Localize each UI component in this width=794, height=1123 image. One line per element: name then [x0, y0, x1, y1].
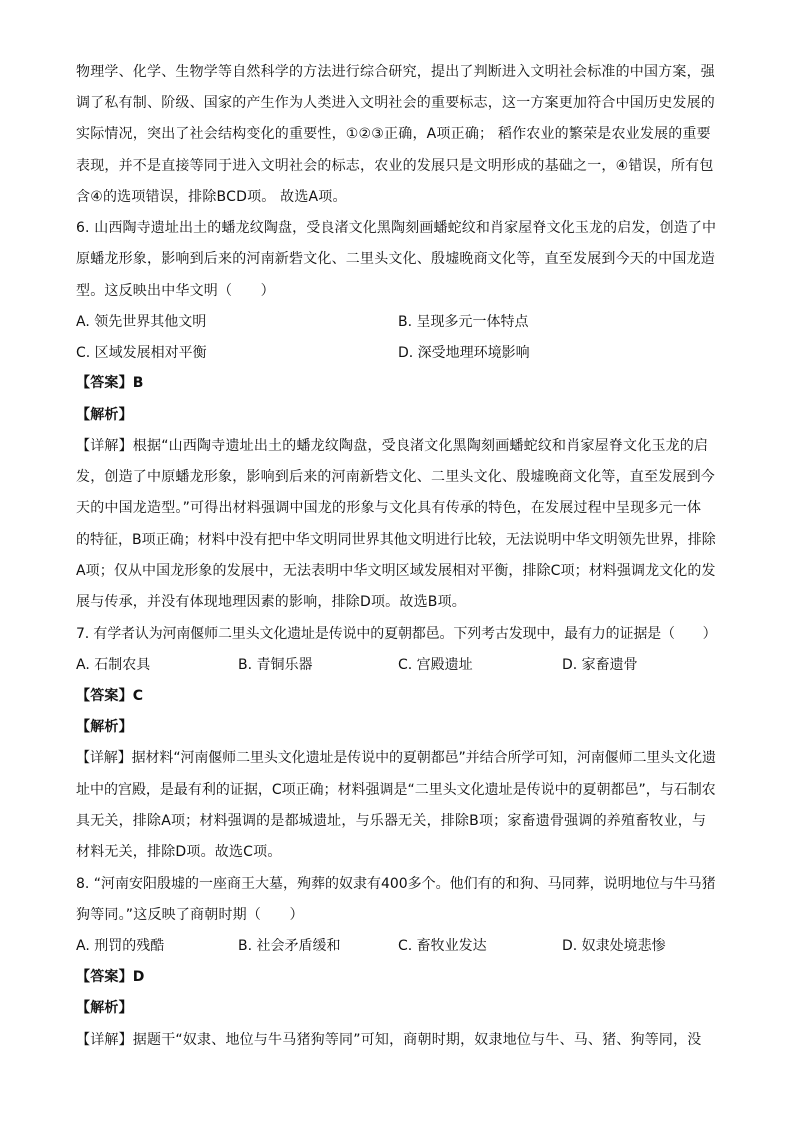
q6-detail-line: 【详解】根据“山西陶寺遗址出土的蟠龙纹陶盘，受良渚文化黑陶刻画蟠蛇纹和肖家屋脊文化玉龙的启	[76, 438, 709, 454]
q6-answer: 【答案】B	[76, 375, 144, 391]
intro-line: 表现，并不是直接等同于进入文明社会的标志，农业的发展只是文明形成的基础之一，④错误，所有包	[76, 158, 714, 174]
q8-detail-line: 【详解】据题干“奴隶、地位与牛马猪狗等同”可知，商朝时期，奴隶地位与牛、马、猪、狗等同，没	[76, 1032, 702, 1048]
q8-option-b: B. 社会矛盾缓和	[238, 938, 341, 954]
intro-line: 调了私有制、阶级、国家的产生作为人类进入文明社会的重要标志，这一方案更加符合中国历史发展的	[76, 95, 715, 111]
intro-line: 含④的选项错误，排除BCD项。 故选A项。	[76, 189, 347, 205]
q6-stem-line: 原蟠龙形象，影响到后来的河南新砦文化、二里头文化、殷墟晚商文化等，直至发展到今天的中国龙造	[76, 251, 715, 267]
q6-analysis-heading: 【解析】	[76, 407, 133, 423]
q7-option-b: B. 青铜乐器	[238, 657, 313, 673]
q6-detail-line: 展与传承，并没有体现地理因素的影响，排除D项。故选B项。	[76, 594, 466, 610]
q7-detail-line: 具无关，排除A项；材料强调的是都城遗址，与乐器无关，排除B项；家畜遗骨强调的养殖畜牧业，与	[76, 813, 707, 829]
q6-detail-line: 天的中国龙造型。”可得出材料强调中国龙的形象与文化具有传承的特色，在发展过程中呈现多元一体	[76, 500, 702, 516]
q6-option-c: C. 区域发展相对平衡	[76, 345, 207, 361]
q8-stem-line: 8. “河南安阳殷墟的一座商王大墓，殉葬的奴隶有400多个。他们有的和狗、马同葬，说明地位与牛马猪	[76, 876, 716, 892]
q6-stem-line: 型。这反映出中华文明（ ）	[76, 283, 275, 299]
q7-answer: 【答案】C	[76, 688, 144, 704]
q8-analysis-heading: 【解析】	[76, 1000, 133, 1016]
q7-detail-line: 材料无关，排除D项。故选C项。	[76, 844, 282, 860]
q6-detail-line: 发，创造了中原蟠龙形象，影响到后来的河南新砦文化、二里头文化、殷墟晚商文化等，直至发展到今	[76, 469, 715, 485]
q8-option-d: D. 奴隶处境悲惨	[562, 938, 666, 954]
q8-stem-line: 狗等同。”这反映了商朝时期（ ）	[76, 907, 304, 923]
q6-option-d: D. 深受地理环境影响	[398, 345, 530, 361]
q7-stem: 7. 有学者认为河南偃师二里头文化遗址是传说中的夏朝都邑。下列考古发现中，最有力的证据是（ ）	[76, 626, 717, 642]
q6-option-b: B. 呈现多元一体特点	[398, 314, 529, 330]
q6-option-a: A. 领先世界其他文明	[76, 314, 207, 330]
q7-detail-line: 【详解】据材料“河南偃师二里头文化遗址是传说中的夏朝都邑”并结合所学可知，河南偃师二里头文化遗	[76, 750, 716, 766]
q6-stem-line: 6. 山西陶寺遗址出土的蟠龙纹陶盘，受良渚文化黑陶刻画蟠蛇纹和肖家屋脊文化玉龙的启发，创造了中	[76, 220, 717, 236]
q8-answer: 【答案】D	[76, 969, 145, 985]
intro-line: 物理学、化学、生物学等自然科学的方法进行综合研究，提出了判断进入文明社会标准的中国方案，强	[76, 64, 715, 80]
q6-detail-line: A项；仅从中国龙形象的发展中，无法表明中华文明区域发展相对平衡，排除C项；材料强调龙文化的发	[76, 563, 716, 579]
q6-detail-line: 的特征，B项正确；材料中没有把中华文明同世界其他文明进行比较，无法说明中华文明领先世界，排除	[76, 532, 716, 548]
q7-option-d: D. 家畜遗骨	[562, 657, 638, 673]
intro-line: 实际情况，突出了社会结构变化的重要性，①②③正确，A项正确； 稻作农业的繁荣是农业发展的重要	[76, 126, 711, 142]
q7-option-c: C. 宫殿遗址	[398, 657, 473, 673]
q7-analysis-heading: 【解析】	[76, 719, 133, 735]
q8-option-c: C. 畜牧业发达	[398, 938, 487, 954]
q8-option-a: A. 刑罚的残酷	[76, 938, 165, 954]
q7-detail-line: 址中的宫殿，是最有利的证据，C项正确；材料强调是“二里头文化遗址是传说中的夏朝都邑”，与石制农	[76, 782, 716, 798]
q7-option-a: A. 石制农具	[76, 657, 151, 673]
